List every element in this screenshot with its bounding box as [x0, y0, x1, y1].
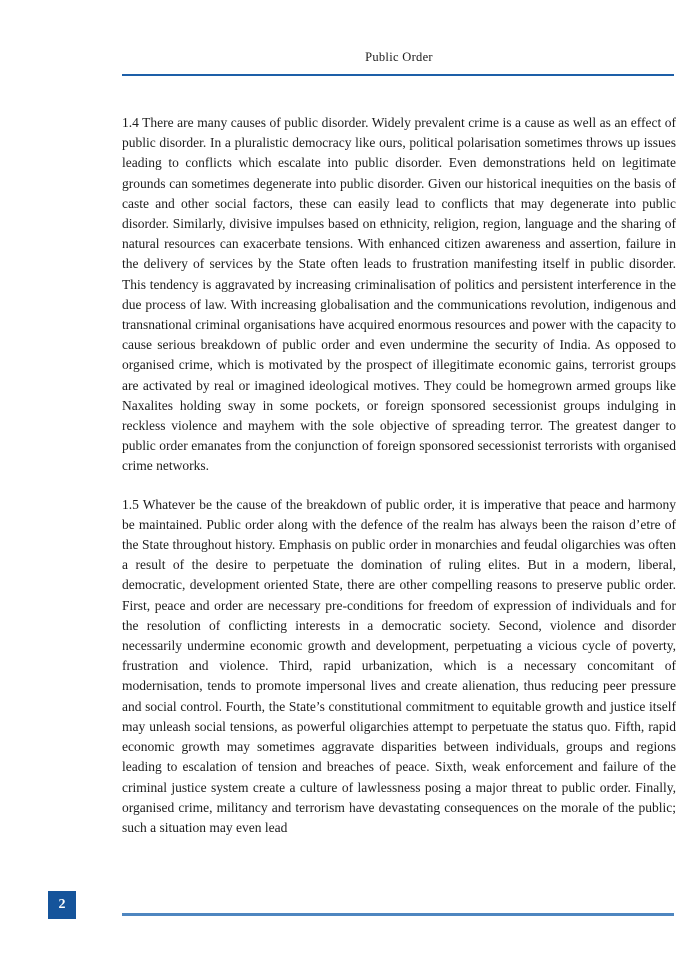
body-text — [122, 113, 676, 856]
running-header-title: Public Order — [365, 50, 433, 64]
page-number-badge: 2 — [48, 891, 76, 919]
header-rule — [122, 74, 674, 76]
footer-rule — [122, 913, 674, 916]
paragraph-1-4: 1.4 There are many causes of public disorder. Widely prevalent crime is a cause as well as an effect of public disorder. In a pluralistic democracy like ours, political polarisation sometimes throws up issues leading to conflicts which escalate into public disorder. Even demonstrations held on legitimate grounds can sometimes degenerate into public disorder. Given our historical inequities on the basis of caste and other social factors, these can easily lead to conflicts that may degenerate into public disorder. Similarly, divisive impulses based on ethnicity, religion, region, language and the sharing of natural resources can exacerbate tensions. With enhanced citizen awareness and assertion, failure in the delivery of services by the State often leads to frustration manifesting itself in public disorder. This tendency is aggravated by increasing criminalisation of politics and persistent interference in the due process of law. With increasing globalisation and the communications revolution, indigenous and transnational criminal organisations have acquired enormous resources and power with the capacity to cause serious breakdown of public order and even undermine the security of India. As opposed to organised crime, which is motivated by the prospect of illegitimate economic gains, terrorist groups are activated by real or imagined ideological motives. They could be homegrown armed groups like Naxalites holding sway in some pockets, or foreign sponsored secessionist groups indulging in reckless violence and mayhem with the sole objective of spreading terror. The greatest danger to public order emanates from the conjunction of foreign sponsored secessionist terrorists with organised crime networks. — [122, 115, 676, 474]
paragraph-1-5: 1.5 Whatever be the cause of the breakdown of public order, it is imperative that peace and harmony be maintained. Public order along with the defence of the realm has always been the raison d’etre of the State throughout history. Emphasis on public order in monarchies and feudal oligarchies was often a result of the desire to perpetuate the domination of ruling elites. But in a modern, liberal, democratic, development oriented State, there are other compelling reasons to preserve public order. First, peace and order are necessary pre-conditions for freedom of expression of individuals and for the resolution of conflicting interests in a democratic society. Second, violence and disorder necessarily undermine economic growth and development, perpetuating a vicious cycle of poverty, frustration and violence. Third, rapid urbanization, which is a necessary concomitant of modernisation, tends to promote impersonal lives and create alienation, thus reducing peer pressure and social control. Fourth, the State’s constitutional commitment to equitable growth and justice itself may unleash social tensions, as powerful oligarchies attempt to perpetuate the status quo. Fifth, rapid economic growth may sometimes aggravate disparities between individuals, groups and regions leading to escalation of tension and breaches of peace. Sixth, weak enforcement and failure of the criminal justice system create a culture of lawlessness posing a major threat to public order. Finally, organised crime, militancy and terrorism have devastating consequences on the morale of the public; such a situation may even lead — [122, 496, 676, 835]
